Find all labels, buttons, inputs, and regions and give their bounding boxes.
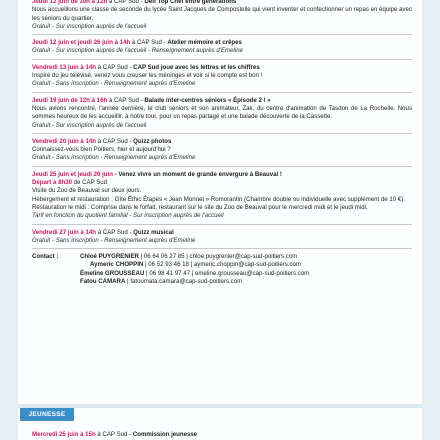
event-location: à CAP Sud - [95, 431, 133, 438]
event-body: Visite du Zoo de Beauval sur deux jours. [32, 187, 142, 195]
departure-location: de CAP Sud [71, 179, 108, 187]
event-location: à CAP Sud - [96, 228, 134, 236]
departure-time: Départ à 8h30 [32, 179, 72, 187]
section-heading-jeunesse: JEUNESSE [20, 408, 74, 421]
event-item [32, 229, 412, 246]
event-title: Balade inter-centres séniors « Épisode 2 ! » [144, 96, 271, 104]
event-date: Jeudi 12 juin et jeudi 26 juin à 14h [32, 39, 131, 47]
contacts-label: Contact : [32, 253, 59, 261]
event-date: Jeudi 12 juin de 10h à 12h [32, 0, 108, 5]
event-footer: Gratuit - Sans inscription - Renseignement auprès d'Emeline [32, 154, 196, 162]
divider [32, 92, 412, 93]
divider [32, 166, 412, 167]
event-item [32, 39, 412, 56]
event-body: Restauration le midi : Comprise dans le forfait, restaurant sur le site du Zoo de Beauval pour le mercredi midi et le jeudi midi. [32, 203, 368, 211]
contact-info[interactable]: | 06 52 93 46 18 | aymeric.choppin@cap-sud-poitiers.com [143, 261, 302, 269]
event-location: à CAP Sud - [107, 96, 145, 104]
divider [32, 224, 412, 225]
event-location: à CAP Sud - [107, 0, 145, 5]
event-item [32, 138, 412, 163]
contact-info[interactable]: | 06 64 06 27 85 | chloe.puygrenier@cap-sud-poitiers.com [138, 253, 298, 261]
event-title: Quizz photos [133, 137, 172, 145]
divider [32, 133, 412, 134]
contacts [32, 253, 412, 286]
event-item [32, 171, 412, 221]
contact-name: Émeline GROUSSEAU [80, 269, 145, 277]
event-title: - Venez vivre un moment de grande envergure à Beauval ! [112, 170, 282, 178]
contact-row [80, 270, 412, 278]
divider [32, 59, 412, 60]
event-date: Jeudi 25 juin et jeudi 26 juin [32, 170, 113, 178]
event-body: Hébergement et restauration : Gîte Éthic Étapes « Jean Monnet » Romorantin (Chambre double ou individuelle avec supplément de 10 €) [32, 195, 404, 203]
event-location: à CAP Sud - [96, 63, 134, 71]
contact-row [80, 261, 412, 269]
event-date: Vendredi 27 juin à 14h [32, 228, 97, 236]
event-date: Vendredi 20 juin à 14h [32, 137, 97, 145]
event-date: Mercredi 25 juin à 15h [32, 431, 96, 438]
event-date: Vendredi 13 juin à 14h [32, 63, 97, 71]
event-footer: Gratuit - Sans inscription - Renseignement auprès d'Emeline [32, 236, 196, 244]
contact-info[interactable]: | fatoumata.camara@cap-sud-poitiers.com [125, 278, 243, 286]
contact-name: Fatou CAMARA [80, 278, 126, 286]
event-title: Défi Top Chef entre générations [144, 0, 237, 5]
event-body: Inspiré du jeu télévisé, venez vous creuser les méninges et voir si le compte est bon ! [32, 72, 263, 80]
section-divider [18, 404, 422, 408]
divider [32, 248, 412, 249]
event-footer: Gratuit - Sur inscription auprès de l'accueil - Renseignement auprès d'Emeline [32, 47, 243, 55]
event-date: Jeudi 19 juin de 12h à 16h [32, 96, 108, 104]
event-title: Atelier mémoire et crêpes [167, 39, 242, 47]
event-title: Quizz musical [133, 228, 174, 236]
event-footer: Gratuit - Sur inscription auprès de l'accueil [32, 22, 147, 30]
contact-row [80, 253, 412, 261]
event-item [32, 431, 412, 439]
contact-info[interactable]: | 06 98 41 97 47 | emeline.grousseau@cap-sud-poitiers.com [144, 269, 310, 277]
content [32, 0, 412, 286]
event-item [32, 64, 412, 89]
contact-row [80, 278, 412, 286]
event-title: CAP Sud joue avec les lettres et les chiffres [133, 63, 260, 71]
contacts-list [80, 253, 412, 286]
event-location: à CAP Sud - [96, 137, 134, 145]
event-footer: Tarif en fonction du quotient familial - Sur inscription auprès de l'accueil [32, 212, 224, 220]
event-item [32, 0, 412, 31]
contact-name: Aymeric CHOPPIN [90, 261, 144, 269]
contact-name: Chloé PUYGRENIER [80, 253, 139, 261]
event-footer: Gratuit - Sans inscription - Renseignement auprès d'Emeline [32, 80, 196, 88]
event-title: Commission jeunesse [132, 431, 198, 438]
event-body: Connaissez-vous bien Poitiers, hier et aujourd'hui ? [32, 146, 171, 154]
page [18, 0, 422, 440]
event-body: Nous accueillons une classe de seconde du lycée Saint Jacques de Compostelle qui vient inventer et confectionner un repas en équipe avec les séniors du quartier. [32, 6, 412, 22]
event-footer: Gratuit - Sur inscription auprès de l'accueil [32, 121, 147, 129]
event-location: à CAP Sud - [130, 39, 168, 47]
divider [32, 34, 412, 35]
event-item [32, 97, 412, 130]
event-body: Nous avions rencontré, l'année dernière, le club séniors et son animateur, Zak, du centre d'animation de Tasdon de La Rochelle. Nous sommes heureux de les accueillir, à notre tour, pour un repas partagé et une balade découverte de la Cassette. [32, 104, 412, 121]
